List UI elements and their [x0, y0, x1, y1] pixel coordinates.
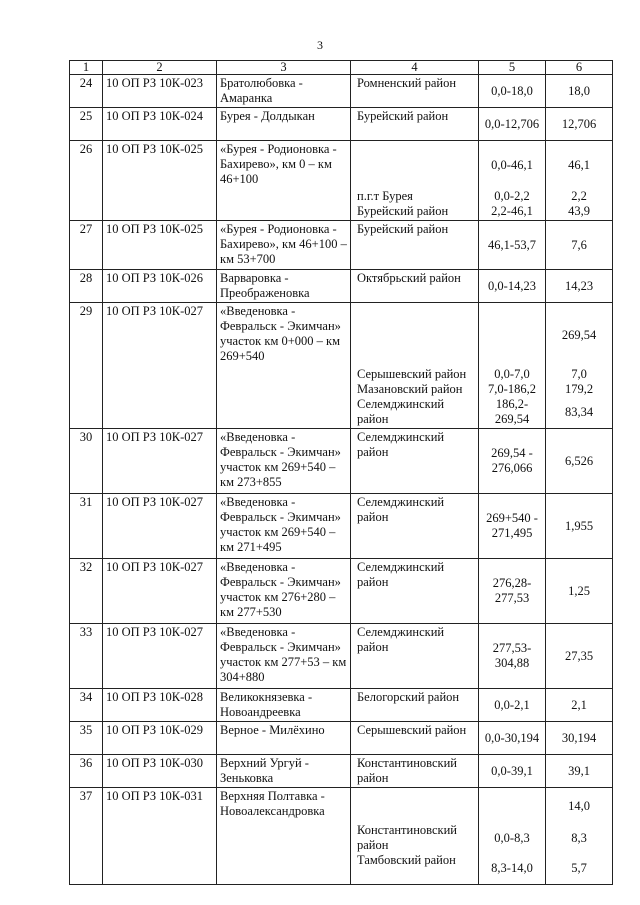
district-cell [351, 141, 479, 221]
length-value: 7,0 [571, 367, 587, 381]
road-name-cell: «Введеновка - Февральск - Экимчан» участок км 269+540 – км 273+855 [217, 429, 351, 494]
length-value: 14,0 [568, 798, 590, 813]
length-cell [546, 559, 613, 624]
length-cell [546, 221, 613, 270]
km-range-value: 0,0-30,194 [484, 730, 540, 745]
district-value: Белогорский район [357, 690, 460, 704]
district-cell [351, 429, 479, 494]
km-range-value: 0,0-39,1 [491, 763, 533, 778]
district-cell [351, 303, 479, 429]
length-value: 179,2 [564, 382, 594, 396]
road-code-cell: 10 ОП РЗ 10К-027 [103, 624, 217, 689]
district-cell [351, 788, 479, 885]
page-number: 3 [317, 38, 323, 52]
km-range-value: 0,0-8,3 [494, 830, 530, 845]
district-value [354, 789, 475, 823]
district-cell [351, 624, 479, 689]
district-value: Константиновский район [357, 756, 457, 785]
length-cell [546, 494, 613, 559]
district-value: Селемджинский район [357, 560, 445, 589]
district-value: Селемджинский район [357, 397, 445, 426]
row-number-cell: 28 [70, 270, 103, 303]
length-value: 18,0 [568, 83, 590, 98]
km-range-value [482, 304, 542, 367]
row-number-cell: 34 [70, 689, 103, 722]
table-row [70, 108, 613, 141]
length-value: 1,955 [564, 518, 594, 533]
km-range-cell [479, 624, 546, 689]
km-range-cell [479, 559, 546, 624]
length-value: 269,54 [561, 328, 597, 342]
column-header: 2 [103, 61, 217, 75]
km-range-value: 7,0-186,2 [488, 382, 536, 396]
row-number-cell: 24 [70, 75, 103, 108]
row-number-cell: 35 [70, 722, 103, 755]
table-row [70, 559, 613, 624]
km-range-cell [479, 75, 546, 108]
km-range-cell [479, 788, 546, 885]
road-code-cell: 10 ОП РЗ 10К-029 [103, 722, 217, 755]
district-cell [351, 559, 479, 624]
km-range-value: 8,3-14,0 [491, 860, 533, 875]
km-range-value: 0,0-12,706 [484, 116, 540, 131]
km-range-cell [479, 494, 546, 559]
district-value: Константиновский район [357, 823, 457, 852]
length-value: 39,1 [568, 763, 590, 778]
table-row [70, 141, 613, 221]
km-range-cell [479, 141, 546, 221]
district-cell [351, 270, 479, 303]
length-cell [546, 141, 613, 221]
row-number-cell: 37 [70, 788, 103, 885]
km-range-value: 276,28-277,53 [492, 576, 532, 605]
district-value: Ромненский район [357, 76, 457, 90]
km-range-value: 2,2-46,1 [491, 204, 533, 218]
district-value: Бурейский район [357, 222, 449, 236]
road-name-cell: «Бурея - Родионовка - Бахирево», км 0 – км 46+100 [217, 141, 351, 221]
district-cell [351, 494, 479, 559]
length-value: 27,35 [564, 648, 594, 663]
road-code-cell: 10 ОП РЗ 10К-025 [103, 221, 217, 270]
row-number-cell: 26 [70, 141, 103, 221]
column-header: 4 [351, 61, 479, 75]
road-name-cell: «Введеновка - Февральск - Экимчан» участок км 0+000 – км 269+540 [217, 303, 351, 429]
district-cell [351, 722, 479, 755]
row-number-cell: 29 [70, 303, 103, 429]
km-range-value: 0,0-14,23 [488, 278, 536, 293]
district-value: Селемджинский район [357, 495, 445, 524]
road-code-cell: 10 ОП РЗ 10К-023 [103, 75, 217, 108]
road-code-cell: 10 ОП РЗ 10К-031 [103, 788, 217, 885]
table-row [70, 429, 613, 494]
district-value: Октябрьский район [357, 271, 461, 285]
km-range-cell [479, 221, 546, 270]
length-value: 7,6 [571, 237, 587, 252]
district-value: Мазановский район [357, 382, 463, 396]
row-number-cell: 30 [70, 429, 103, 494]
column-header: 6 [546, 61, 613, 75]
km-range-cell [479, 108, 546, 141]
length-cell [546, 689, 613, 722]
length-value: 14,23 [564, 278, 594, 293]
district-value: Бурейский район [357, 204, 449, 218]
km-range-value: 0,0-2,1 [494, 697, 530, 712]
table-row [70, 624, 613, 689]
length-cell [546, 788, 613, 885]
road-name-cell: «Введеновка - Февральск - Экимчан» участок км 269+540 – км 271+495 [217, 494, 351, 559]
km-range-value: 0,0-18,0 [491, 83, 533, 98]
district-value [354, 304, 475, 367]
table-row [70, 270, 613, 303]
length-cell [546, 303, 613, 429]
road-code-cell: 10 ОП РЗ 10К-027 [103, 303, 217, 429]
road-name-cell: Варваровка - Преображеновка [217, 270, 351, 303]
road-name-cell: Бурея - Долдыкан [217, 108, 351, 141]
row-number-cell: 27 [70, 221, 103, 270]
length-cell [546, 108, 613, 141]
row-number-cell: 31 [70, 494, 103, 559]
road-name-cell: Братолюбовка - Амаранка [217, 75, 351, 108]
length-cell [546, 429, 613, 494]
km-range-value: 0,0-46,1 [491, 158, 533, 172]
length-value: 43,9 [568, 204, 590, 218]
km-range-value: 186,2-269,54 [494, 397, 530, 426]
table-row [70, 722, 613, 755]
road-name-cell: Великокнязевка - Новоандреевка [217, 689, 351, 722]
column-header: 5 [479, 61, 546, 75]
km-range-value: 0,0-2,2 [494, 189, 530, 203]
table-row [70, 221, 613, 270]
table-row [70, 494, 613, 559]
district-cell [351, 689, 479, 722]
row-number-cell: 36 [70, 755, 103, 788]
road-code-cell: 10 ОП РЗ 10К-025 [103, 141, 217, 221]
district-value: Селемджинский район [357, 430, 445, 459]
km-range-value: 46,1-53,7 [488, 237, 536, 252]
row-number-cell: 25 [70, 108, 103, 141]
row-number-cell: 32 [70, 559, 103, 624]
column-header: 1 [70, 61, 103, 75]
length-value: 1,25 [568, 583, 590, 598]
km-range-cell [479, 429, 546, 494]
table-row [70, 689, 613, 722]
length-value: 6,526 [564, 453, 594, 468]
road-name-cell: Верхняя Полтавка - Новоалександровка [217, 788, 351, 885]
road-name-cell: Верное - Милёхино [217, 722, 351, 755]
table-row [70, 788, 613, 885]
district-value [354, 142, 475, 189]
km-range-value: 277,53-304,88 [492, 641, 532, 670]
length-value: 12,706 [561, 116, 597, 131]
district-cell [351, 221, 479, 270]
length-value: 5,7 [571, 860, 587, 875]
road-name-cell: «Введеновка - Февральск - Экимчан» участок км 277+53 – км 304+880 [217, 624, 351, 689]
km-range-cell [479, 689, 546, 722]
road-code-cell: 10 ОП РЗ 10К-024 [103, 108, 217, 141]
table-row [70, 755, 613, 788]
road-name-cell: «Введеновка - Февральск - Экимчан» участок км 276+280 – км 277+530 [217, 559, 351, 624]
road-code-cell: 10 ОП РЗ 10К-027 [103, 494, 217, 559]
km-range-value: 269,54 - 276,066 [491, 446, 533, 475]
road-code-cell: 10 ОП РЗ 10К-028 [103, 689, 217, 722]
length-value: 2,2 [571, 189, 587, 203]
district-cell [351, 75, 479, 108]
length-value: 83,34 [564, 404, 594, 419]
length-cell [546, 75, 613, 108]
district-cell [351, 108, 479, 141]
km-range-value [482, 789, 542, 823]
header-row [70, 61, 613, 75]
km-range-value: 0,0-7,0 [494, 367, 530, 381]
road-code-cell: 10 ОП РЗ 10К-030 [103, 755, 217, 788]
length-value: 46,1 [568, 158, 590, 172]
road-code-cell: 10 ОП РЗ 10К-026 [103, 270, 217, 303]
roads-table [69, 60, 613, 885]
road-name-cell: «Бурея - Родионовка - Бахирево», км 46+100 – км 53+700 [217, 221, 351, 270]
length-cell [546, 722, 613, 755]
district-value: Селемджинский район [357, 625, 445, 654]
column-header: 3 [217, 61, 351, 75]
row-number-cell: 33 [70, 624, 103, 689]
road-name-cell: Верхний Ургуй - Зеньковка [217, 755, 351, 788]
table-row [70, 75, 613, 108]
km-range-cell [479, 722, 546, 755]
district-value: п.г.т Бурея [357, 189, 413, 203]
district-value: Тамбовский район [357, 853, 456, 867]
km-range-cell [479, 755, 546, 788]
km-range-value: 269+540 - 271,495 [486, 511, 538, 540]
length-cell [546, 755, 613, 788]
district-value: Серышевский район [357, 367, 467, 381]
length-value: 2,1 [571, 697, 587, 712]
length-cell [546, 270, 613, 303]
district-cell [351, 755, 479, 788]
road-code-cell: 10 ОП РЗ 10К-027 [103, 559, 217, 624]
km-range-cell [479, 303, 546, 429]
length-value: 30,194 [561, 730, 597, 745]
road-code-cell: 10 ОП РЗ 10К-027 [103, 429, 217, 494]
district-value: Бурейский район [357, 109, 449, 123]
table-row [70, 303, 613, 429]
length-cell [546, 624, 613, 689]
district-value: Серышевский район [357, 723, 467, 737]
km-range-cell [479, 270, 546, 303]
length-value: 8,3 [571, 830, 587, 845]
